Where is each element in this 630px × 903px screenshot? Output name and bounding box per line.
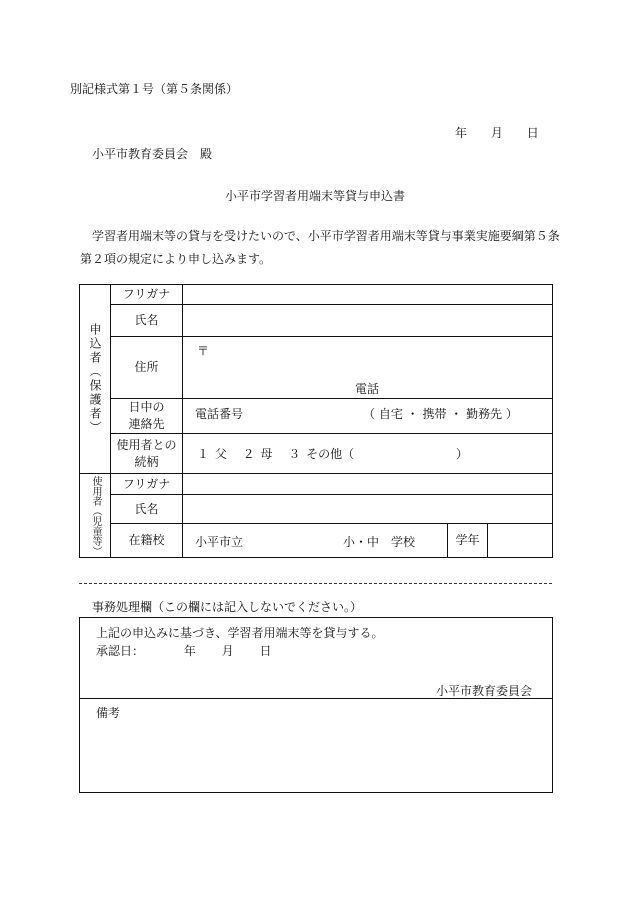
office-approval-note: 上記の申込みに基づき、学習者用端末等を貸与する。 [96, 626, 384, 640]
approval-month-label: 月 [221, 644, 234, 658]
office-approval-section [80, 618, 552, 699]
relationship-other-close: ） [455, 447, 468, 461]
phone-number-label: 電話番号 [195, 407, 244, 421]
addressee [92, 145, 212, 162]
user-name-field[interactable] [183, 495, 553, 524]
date-month-label: 月 [490, 126, 503, 140]
user-name-label: 氏名 [111, 495, 183, 524]
applicant-furigana-field[interactable] [183, 285, 553, 305]
relationship-label-line1: 使用者との [116, 437, 177, 452]
relationship-option-other[interactable]: ３ その他（ [288, 447, 355, 461]
daytime-contact-label-line1: 日中の [128, 400, 165, 414]
office-board-name: 小平市教育委員会 [435, 684, 532, 698]
school-field[interactable] [183, 524, 448, 558]
relationship-option-father[interactable]: １ 父 [197, 447, 227, 461]
phone-type-choices[interactable]: （ 自宅 ・ 携帯 ・ 勤務先 ） [363, 407, 518, 421]
form-number: 別記様式第１号（第５条関係） [70, 82, 239, 96]
address-tel-label: 電話 [355, 382, 380, 396]
relationship-label [111, 434, 183, 474]
daytime-contact-field[interactable] [183, 399, 553, 434]
user-furigana-label: フリガナ [111, 474, 183, 495]
relationship-label-line2: 続柄 [134, 454, 159, 469]
approval-day-label: 日 [259, 644, 272, 658]
grade-field[interactable] [488, 524, 553, 558]
user-side-label: 使用者（児童等） [90, 475, 101, 556]
school-level: 小・中 学校 [343, 535, 416, 549]
office-use-box [79, 617, 553, 793]
relationship-options[interactable] [183, 434, 553, 474]
postal-mark: 〒 [197, 344, 210, 358]
relationship-option-mother[interactable]: ２ 母 [242, 447, 273, 461]
grade-label: 学年 [448, 524, 488, 558]
daytime-contact-label-line2: 連絡先 [128, 417, 165, 431]
body-text: 学習者用端末等の貸与を受けたいので、小平市学習者用端末等貸与事業実施要綱第５条第２項の規定により申し込みます。 [80, 229, 560, 266]
date-year-label: 年 [455, 126, 468, 140]
daytime-contact-label [111, 399, 183, 434]
applicant-name-field[interactable] [183, 305, 553, 337]
document-title: 小平市学習者用端末等貸与申込書 [224, 189, 405, 203]
section-divider [79, 583, 552, 584]
applicant-address-label: 住所 [111, 337, 183, 399]
school-label: 在籍校 [111, 524, 183, 558]
applicant-side-label: 申込者（保護者） [88, 323, 102, 435]
approval-year-label: 年 [183, 644, 196, 658]
application-table [79, 284, 553, 558]
addressee-honorific: 殿 [200, 147, 213, 161]
applicant-name-label: 氏名 [111, 305, 183, 337]
approval-date-line [96, 642, 294, 659]
approval-date-label: 承認日： [96, 644, 145, 658]
date-day-label: 日 [526, 126, 539, 140]
office-use-heading: 事務処理欄（この欄には記入しないでください。） [92, 600, 363, 614]
user-furigana-field[interactable] [183, 474, 553, 495]
applicant-furigana-label: フリガナ [111, 285, 183, 305]
school-city-prefix: 小平市立 [195, 535, 244, 549]
applicant-address-field[interactable] [183, 337, 553, 399]
date-line [455, 124, 539, 141]
user-section-label [80, 474, 111, 558]
applicant-section-label [80, 285, 111, 474]
remarks-label: 備考 [96, 706, 121, 720]
addressee-name: 小平市教育委員会 [92, 147, 189, 161]
